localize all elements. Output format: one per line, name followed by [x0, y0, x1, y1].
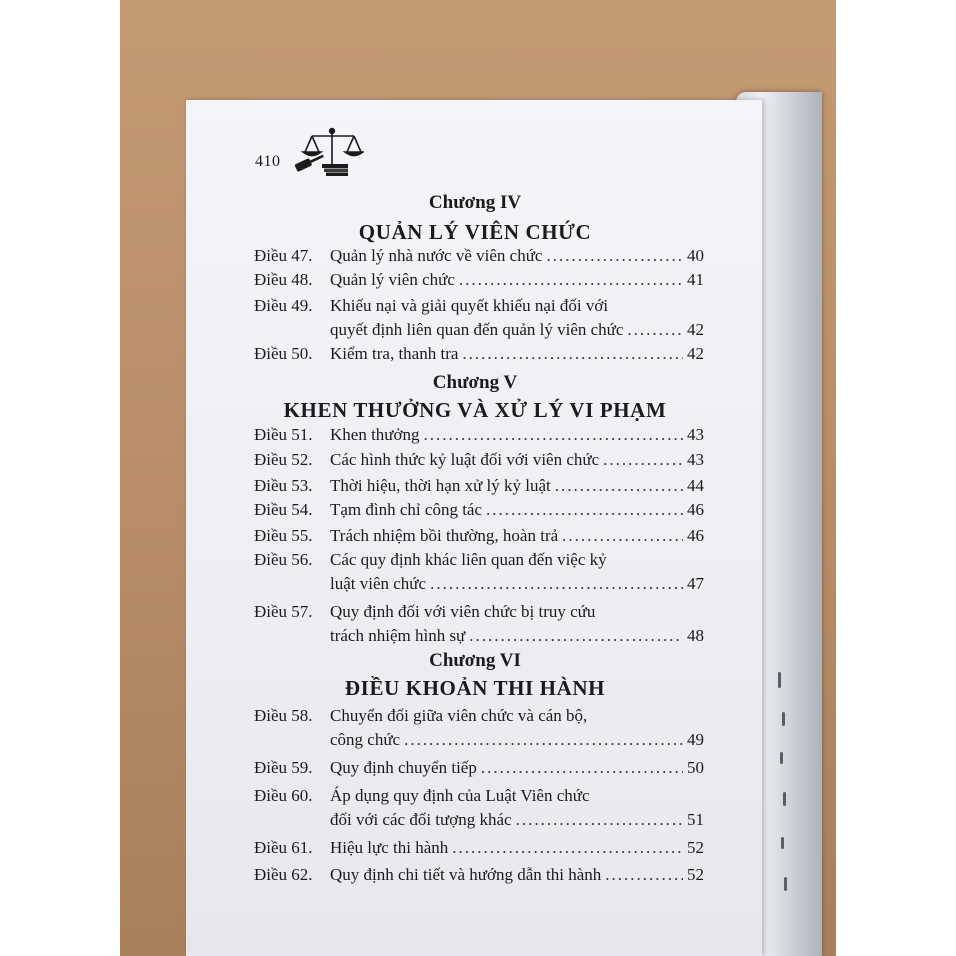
page-reference: 42: [687, 320, 704, 339]
page-reference: 52: [687, 865, 704, 884]
article-title-line: Các hình thức kỷ luật đối với viên chức: [330, 450, 600, 469]
article-number: Điều 53.: [254, 476, 313, 495]
page-reference: 52: [687, 838, 704, 857]
leader-dots: [562, 524, 683, 548]
chapter-number: Chương V: [432, 372, 518, 393]
chapter-title: QUẢN LÝ VIÊN CHỨC: [358, 220, 592, 244]
chapter-number: Chương IV: [428, 192, 522, 213]
article-number: Điều 49.: [254, 296, 313, 315]
toc-entry: [254, 244, 704, 268]
scales-of-justice-gavel-books-icon: [292, 124, 364, 176]
page-reference: 49: [687, 730, 704, 749]
page-reference: 43: [687, 425, 704, 444]
article-title-line: Khiếu nại và giải quyết khiếu nại đối với: [330, 296, 609, 315]
page-reference: 43: [687, 450, 704, 469]
leader-dots: [516, 808, 683, 832]
toc-entry: [254, 704, 704, 752]
leader-dots: [486, 498, 683, 522]
article-title-line: đối với các đối tượng khác: [330, 810, 512, 829]
toc-entry: [254, 863, 704, 887]
article-title-line: quyết định liên quan đến quản lý viên chức: [330, 320, 624, 339]
article-number: Điều 50.: [254, 344, 313, 363]
leader-dots: [404, 728, 683, 752]
toc-entry: [254, 784, 704, 832]
leader-dots: [555, 474, 683, 498]
chapter-title: KHEN THƯỞNG VÀ XỬ LÝ VI PHẠM: [283, 398, 667, 422]
toc-entry: [254, 448, 704, 472]
article-title-line: Chuyển đổi giữa viên chức và cán bộ,: [330, 706, 588, 725]
leader-dots: [430, 572, 683, 596]
leader-dots: [452, 836, 683, 860]
article-number: Điều 58.: [254, 706, 313, 725]
page-reference: 50: [687, 758, 704, 777]
article-title-line: Kiểm tra, thanh tra: [330, 344, 459, 363]
article-number: Điều 56.: [254, 550, 313, 569]
article-title-line: trách nhiệm hình sự: [330, 626, 466, 645]
article-number: Điều 54.: [254, 500, 313, 519]
page-reference: 48: [687, 626, 704, 645]
article-number: Điều 47.: [254, 246, 313, 265]
leader-dots: [627, 318, 683, 342]
toc-entry: [254, 294, 704, 342]
leader-dots: [469, 624, 683, 648]
article-title-line: Quy định đối với viên chức bị truy cứu: [330, 602, 596, 621]
article-title-line: Các quy định khác liên quan đến việc kỷ: [330, 550, 607, 569]
article-title-line: Tạm đình chỉ công tác: [330, 500, 483, 519]
leader-dots: [603, 448, 683, 472]
page-reference: 47: [687, 574, 704, 593]
leader-dots: [481, 756, 683, 780]
page-reference: 46: [687, 526, 704, 545]
toc-entry: [254, 836, 704, 860]
article-title-line: Quản lý nhà nước về viên chức: [330, 246, 543, 265]
leader-dots: [462, 342, 683, 366]
article-number: Điều 62.: [254, 865, 313, 884]
article-title-line: Quy định chi tiết và hướng dẫn thi hành: [330, 865, 602, 884]
article-number: Điều 60.: [254, 786, 313, 805]
article-number: Điều 51.: [254, 425, 313, 444]
article-title-line: Trách nhiệm bồi thường, hoàn trả: [330, 526, 559, 545]
article-number: Điều 57.: [254, 602, 313, 621]
toc-entry: [254, 600, 704, 648]
leader-dots: [424, 423, 684, 447]
article-title-line: Áp dụng quy định của Luật Viên chức: [330, 786, 590, 805]
leader-dots: [605, 863, 683, 887]
toc-entry: [254, 524, 704, 548]
page-reference: 40: [687, 246, 704, 265]
chapter-number: Chương VI: [429, 650, 521, 671]
article-number: Điều 52.: [254, 450, 313, 469]
article-number: Điều 48.: [254, 270, 313, 289]
chapter-title: ĐIỀU KHOẢN THI HÀNH: [344, 676, 606, 700]
page-reference: 42: [687, 344, 704, 363]
article-number: Điều 61.: [254, 838, 313, 857]
toc-entry: [254, 423, 704, 447]
toc-entry: [254, 342, 704, 366]
page-reference: 41: [687, 270, 704, 289]
page-reference: 51: [687, 810, 704, 829]
toc-entry: [254, 268, 704, 292]
article-title-line: Khen thưởng: [330, 425, 420, 444]
article-title-line: Hiệu lực thi hành: [330, 838, 449, 857]
toc-entry: [254, 474, 704, 498]
article-title-line: Thời hiệu, thời hạn xử lý kỷ luật: [330, 476, 551, 495]
article-title-line: Quản lý viên chức: [330, 270, 455, 289]
toc-entry: [254, 756, 704, 780]
article-title-line: luật viên chức: [330, 574, 427, 593]
page-number: 410: [255, 153, 281, 170]
toc-entry: [254, 548, 704, 596]
toc-entry: [254, 498, 704, 522]
leader-dots: [459, 268, 683, 292]
page-reference: 44: [687, 476, 704, 495]
leader-dots: [546, 244, 683, 268]
article-title-line: công chức: [330, 730, 401, 749]
article-number: Điều 59.: [254, 758, 313, 777]
page-reference: 46: [687, 500, 704, 519]
article-title-line: Quy định chuyển tiếp: [330, 758, 477, 777]
article-number: Điều 55.: [254, 526, 313, 545]
